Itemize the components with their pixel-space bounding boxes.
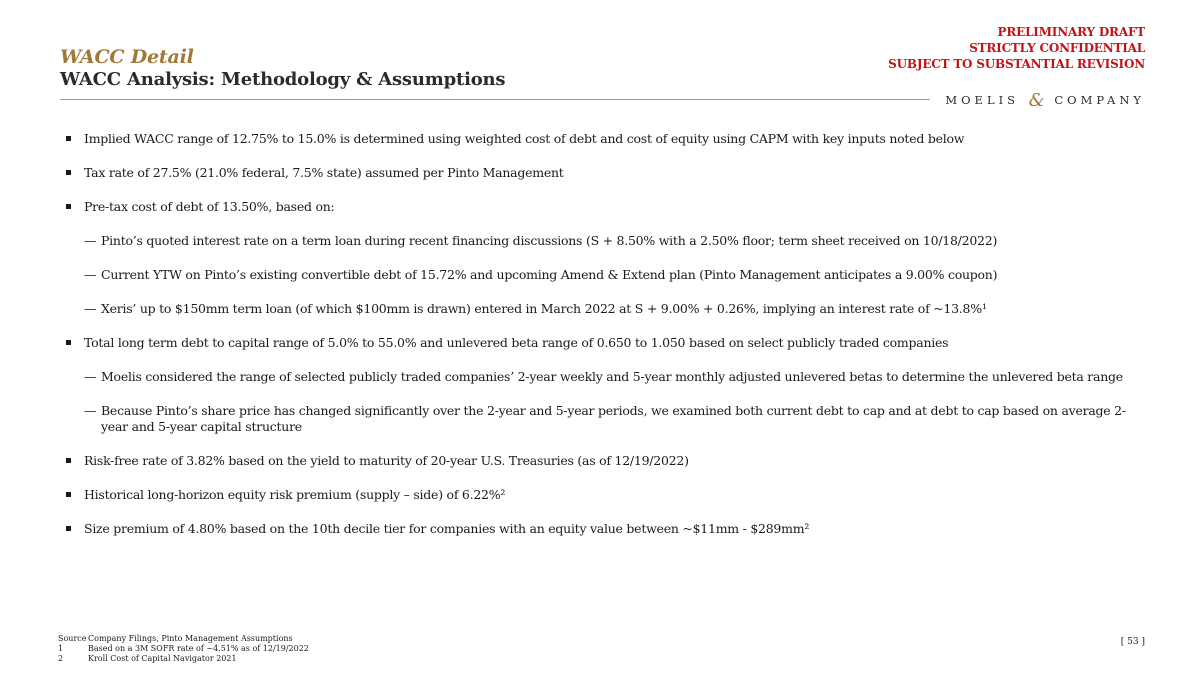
header-divider — [60, 99, 930, 100]
bullet-square-icon — [66, 492, 71, 497]
sub-bullet-text: Current YTW on Pinto’s existing convertible debt of 15.72% and upcoming Amend & Extend plan (Pinto Management anticipates a 9.00% coupon) — [101, 267, 998, 282]
bullet-square-icon — [66, 204, 71, 209]
footnote-label: Source — [58, 634, 87, 643]
bullet-text: Tax rate of 27.5% (21.0% federal, 7.5% state) assumed per Pinto Management — [84, 165, 564, 180]
draft-notice-line1: PRELIMINARY DRAFT — [997, 25, 1145, 39]
bullet-text: Size premium of 4.80% based on the 10th decile tier for companies with an equity value between ~$11mm - $289mm² — [84, 521, 810, 536]
footnote-text: Kroll Cost of Capital Navigator 2021 — [88, 654, 237, 663]
bullet-square-icon — [66, 170, 71, 175]
bullet-item — [66, 453, 1151, 469]
footnotes — [58, 634, 309, 664]
company-logo — [945, 88, 1145, 109]
page-number: [ 53 ] — [1120, 637, 1145, 647]
dash-icon: — — [84, 233, 97, 248]
dash-icon: — — [84, 369, 97, 384]
bullet-text: Historical long-horizon equity risk premium (supply – side) of 6.22%² — [84, 487, 506, 502]
bullet-square-icon — [66, 458, 71, 463]
bullet-item — [66, 335, 1151, 351]
footnote-text: Based on a 3M SOFR rate of ~4.51% as of 12/19/2022 — [88, 644, 309, 653]
footnote-source — [58, 634, 309, 644]
bullet-text: Total long term debt to capital range of 5.0% to 55.0% and unlevered beta range of 0.650 to 1.050 based on select publicly traded companies — [84, 335, 949, 350]
sub-bullet-text: Pinto’s quoted interest rate on a term loan during recent financing discussions (S + 8.50% with a 2.50% floor; term sheet received on 10/18/2022) — [101, 233, 998, 248]
bullet-item — [66, 165, 1151, 181]
draft-notice — [888, 24, 1145, 72]
footnote-1 — [58, 644, 309, 654]
bullet-item — [66, 131, 1151, 147]
logo-text-right: COMPANY — [1054, 93, 1145, 107]
sub-bullet-item — [66, 233, 1151, 249]
sub-bullet-text: Because Pinto’s share price has changed significantly over the 2-year and 5-year periods, we examined both current debt to cap and at debt to cap based on average 2-year and 5-year capital structure — [101, 403, 1126, 434]
bullet-text: Risk-free rate of 3.82% based on the yield to maturity of 20-year U.S. Treasuries (as of 12/19/2022) — [84, 453, 689, 468]
bullet-square-icon — [66, 136, 71, 141]
page-title: WACC Analysis: Methodology & Assumptions — [60, 69, 506, 90]
dash-icon: — — [84, 267, 97, 282]
sub-bullet-text: Moelis considered the range of selected publicly traded companies’ 2-year weekly and 5-year monthly adjusted unlevered betas to determine the unlevered beta range — [101, 369, 1123, 384]
sub-bullet-item — [66, 403, 1151, 435]
logo-ampersand: & — [1028, 90, 1045, 111]
sub-bullet-text: Xeris’ up to $150mm term loan (of which $100mm is drawn) entered in March 2022 at S + 9.00% + 0.26%, implying an interest rate of ~13.8%¹ — [101, 301, 987, 316]
bullet-item — [66, 199, 1151, 215]
title-block — [60, 46, 505, 92]
bullet-text: Pre-tax cost of debt of 13.50%, based on: — [84, 199, 335, 214]
section-title: WACC Detail — [60, 46, 194, 68]
sub-bullet-item — [66, 369, 1151, 385]
content-body — [66, 131, 1151, 555]
sub-bullet-item — [66, 301, 1151, 317]
footnote-label: 1 — [58, 644, 64, 653]
footnote-2 — [58, 654, 309, 664]
bullet-item — [66, 487, 1151, 503]
dash-icon: — — [84, 403, 97, 418]
bullet-item — [66, 521, 1151, 537]
draft-notice-line2: STRICTLY CONFIDENTIAL — [969, 41, 1145, 55]
draft-notice-line3: SUBJECT TO SUBSTANTIAL REVISION — [888, 57, 1145, 71]
footnote-text: Company Filings, Pinto Management Assumptions — [88, 634, 293, 643]
bullet-square-icon — [66, 340, 71, 345]
bullet-text: Implied WACC range of 12.75% to 15.0% is determined using weighted cost of debt and cost of equity using CAPM with key inputs noted below — [84, 131, 965, 146]
sub-bullet-item — [66, 267, 1151, 283]
dash-icon: — — [84, 301, 97, 316]
bullet-square-icon — [66, 526, 71, 531]
footnote-label: 2 — [58, 654, 64, 663]
logo-text-left: MOELIS — [945, 93, 1019, 107]
